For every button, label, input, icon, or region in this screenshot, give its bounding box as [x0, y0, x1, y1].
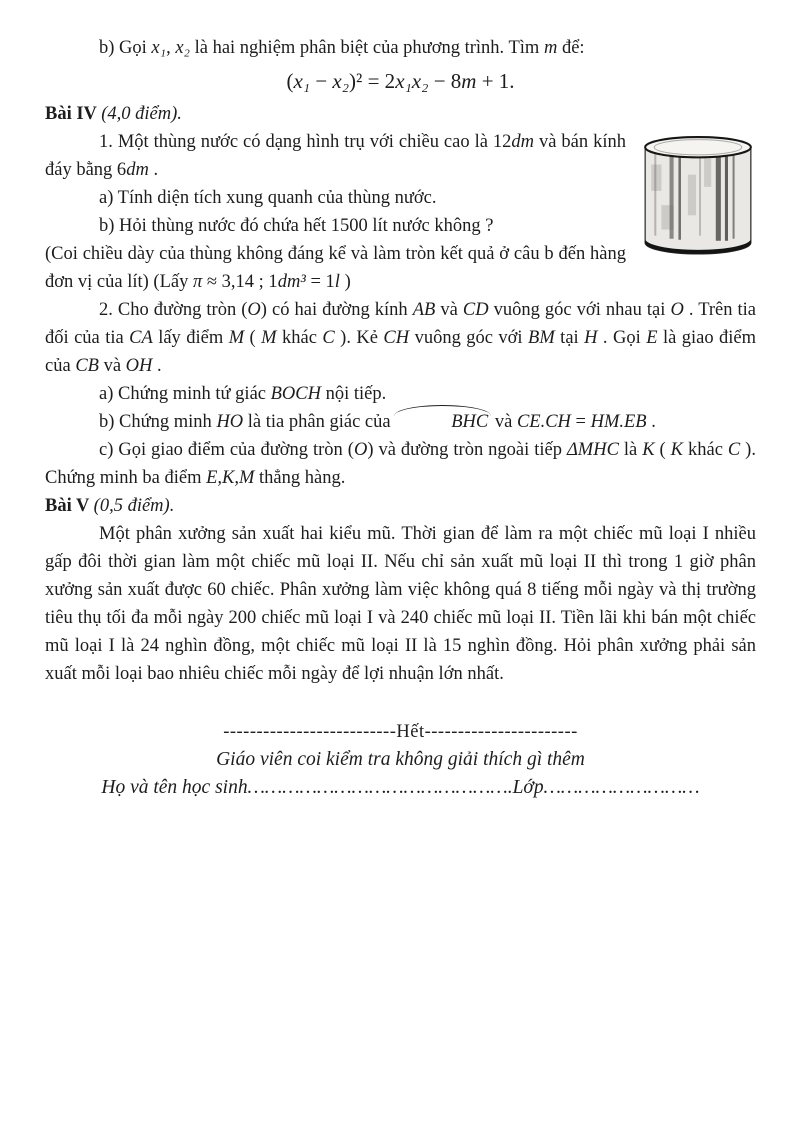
text-run: − 8 — [428, 69, 462, 93]
text-run: a) Tính diện tích xung quanh của thùng nước. — [99, 188, 437, 208]
text-run: và bán kính đáy bằng 6 — [45, 132, 627, 180]
text-run: ( — [286, 69, 294, 93]
text-run: Giáo viên coi kiểm tra không giải thích gì thêm — [216, 749, 585, 770]
problem-4-2b — [45, 408, 756, 436]
text-run: . Trên tia đối của tia — [45, 300, 756, 348]
text-run: ≈ 3,14 ; 1 — [202, 272, 278, 292]
text-run: , — [166, 38, 176, 58]
text-run: K — [670, 440, 684, 460]
text-run: b) Chứng minh — [99, 412, 217, 432]
text-run: tại — [554, 328, 585, 348]
text-run: CB — [75, 356, 99, 376]
text-run: C — [322, 328, 335, 348]
text-run: b) Gọi — [99, 38, 152, 58]
text-run: O — [247, 300, 261, 320]
text-run: và — [490, 412, 517, 432]
text-run: x₁ — [151, 38, 167, 58]
section-4-heading — [45, 100, 756, 128]
text-run: vuông góc với — [409, 328, 529, 348]
text-run: . — [646, 412, 656, 432]
text-run: O — [353, 440, 368, 460]
text-run: (4,0 điểm). — [101, 104, 182, 124]
text-run: 2. Cho đường tròn ( — [99, 300, 248, 320]
text-run: H — [584, 328, 598, 348]
section-5-heading — [45, 492, 756, 520]
text-run: --------------------------Hết----------------------- — [223, 722, 578, 742]
proctor-note — [45, 746, 756, 774]
text-run: vuông góc với nhau tại — [488, 300, 671, 320]
text-run: ( — [654, 440, 671, 460]
text-run: CA — [129, 328, 153, 348]
problem-4-2a — [45, 380, 756, 408]
text-run: HM.EB — [590, 412, 647, 432]
text-run: x₂ — [175, 38, 190, 58]
text-run: 1. Một thùng nước có dạng hình trụ với chiều cao là 12 — [99, 132, 512, 152]
end-marker — [45, 718, 756, 746]
text-run: ( — [244, 328, 262, 348]
text-run: m — [461, 69, 477, 93]
text-run: a) Chứng minh tứ giác — [99, 384, 271, 404]
text-run: lấy điểm — [152, 328, 229, 348]
text-run: là tia phân giác của — [243, 412, 396, 432]
text-run: m — [543, 38, 558, 58]
text-run: l — [334, 272, 340, 292]
text-run: OH — [125, 356, 153, 376]
problem-3b-line — [45, 34, 756, 62]
text-run: )² = 2 — [349, 69, 396, 93]
text-run: − — [310, 69, 333, 93]
text-run: x₁x₂ — [395, 69, 429, 93]
text-run: BHC — [395, 408, 490, 436]
text-run: Một phân xưởng sản xuất hai kiểu mũ. Thời gian để làm ra một chiếc mũ loại I nhiều gấp đôi thời gian làm một chiếc mũ loại II. Nếu chỉ sản xuất mũ loại II thì trong 1 giờ phân xưởng sản xuất được 60 chiếc. Phân xưởng làm việc không quá 8 tiếng mỗi ngày và thị trường tiêu thụ tối đa mỗi ngày 200 chiếc mũ loại I và 240 chiếc mũ loại II. Tiền lãi khi bán một chiếc mũ loại I là 24 nghìn đồng, một chiếc mũ loại II là 15 nghìn đồng. Hỏi phân xưởng phải sản xuất mỗi loại bao nhiêu chiếc mỗi ngày để lợi nhuận lớn nhất. — [45, 524, 756, 684]
text-run: = 1 — [305, 272, 335, 292]
text-run: x₁ — [293, 69, 311, 93]
text-run: ). Kẻ — [334, 328, 384, 348]
text-run: ) — [339, 272, 351, 292]
text-run: dm³ — [277, 272, 306, 292]
text-run: thẳng hàng. — [254, 468, 346, 488]
text-run: dm — [126, 160, 149, 180]
problem-4-2c — [45, 436, 756, 492]
text-run: CD — [462, 300, 489, 320]
text-run: . — [148, 160, 159, 180]
text-run: và — [98, 356, 126, 376]
text-run: b) Hỏi thùng nước đó chứa hết 1500 lít nước không ? — [99, 216, 494, 236]
text-run: K — [642, 440, 655, 460]
text-run: π — [192, 272, 203, 292]
cylinder-figure — [640, 134, 756, 258]
text-run: ) và đường tròn ngoài tiếp — [367, 440, 567, 460]
text-run: HO — [216, 412, 244, 432]
text-run: và — [435, 300, 463, 320]
text-run: E — [646, 328, 658, 348]
text-run: ) có hai đường kính — [260, 300, 413, 320]
cylinder-drawing — [640, 134, 756, 258]
problem-5-body — [45, 520, 756, 688]
text-run: .Lớp — [507, 777, 544, 798]
text-run: ΔMHC — [566, 440, 619, 460]
text-run: AB — [412, 300, 436, 320]
text-run: . — [152, 356, 162, 376]
text-run: Bài V — [45, 496, 94, 516]
text-run: CH — [383, 328, 410, 348]
text-run: ). Chứng minh ba điểm — [45, 440, 756, 488]
text-run: c) Gọi giao điểm của đường tròn ( — [99, 440, 354, 460]
text-run: dm — [511, 132, 535, 152]
text-run: ……………………………………… — [247, 777, 508, 798]
text-run: Bài IV — [45, 104, 102, 124]
text-run: M — [228, 328, 245, 348]
text-run: C — [727, 440, 741, 460]
text-run: Họ và tên học sinh — [101, 777, 248, 798]
text-run: E,K,M — [206, 468, 255, 488]
text-run: x₂ — [332, 69, 350, 93]
student-name-line — [45, 774, 756, 802]
text-run: O — [670, 300, 684, 320]
text-run: khác — [683, 440, 728, 460]
equation-3b — [45, 64, 756, 98]
text-run: BM — [528, 328, 555, 348]
text-run: = — [570, 412, 591, 432]
text-run: . Gọi — [597, 328, 647, 348]
text-run: M — [261, 328, 277, 348]
text-run: (0,5 điểm). — [93, 496, 175, 516]
text-run: là hai nghiệm phân biệt của phương trình. Tìm — [189, 38, 544, 58]
text-run: BOCH — [270, 384, 321, 404]
text-run: (Coi chiều dày của thùng không đáng kể và làm tròn kết quả ở câu b đến hàng đơn vị của lít) (Lấy — [45, 244, 626, 292]
text-run: để: — [557, 38, 585, 58]
text-run: CE.CH — [516, 412, 571, 432]
text-run: là giao điểm của — [45, 328, 757, 376]
text-run: nội tiếp. — [321, 384, 387, 404]
problem-4-2 — [45, 296, 756, 380]
text-run: + 1. — [476, 69, 515, 93]
text-run: là — [618, 440, 643, 460]
text-run: khác — [276, 328, 323, 348]
text-run: ……………………… — [543, 777, 700, 798]
